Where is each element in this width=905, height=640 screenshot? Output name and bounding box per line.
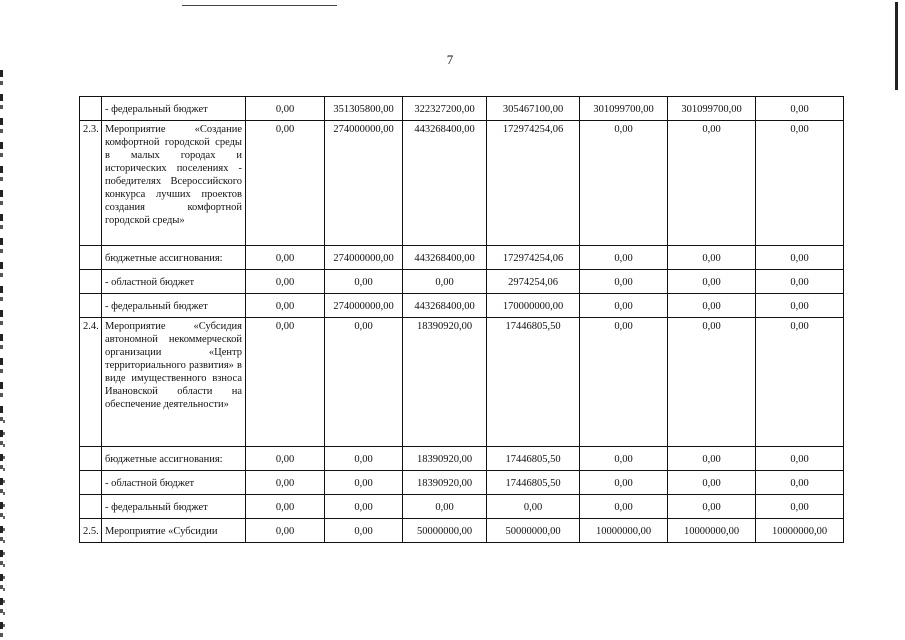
- value-cell: 172974254,06: [487, 246, 580, 270]
- row-name: - федеральный бюджет: [102, 97, 246, 121]
- value-cell: 443268400,00: [403, 294, 487, 318]
- value-cell: 0,00: [580, 318, 668, 447]
- value-cell: 322327200,00: [403, 97, 487, 121]
- row-name: бюджетные ассигнования:: [102, 246, 246, 270]
- value-cell: 0,00: [668, 495, 756, 519]
- budget-table-body: [80, 97, 844, 543]
- value-cell: 0,00: [580, 246, 668, 270]
- value-cell: 443268400,00: [403, 121, 487, 246]
- value-cell: 0,00: [756, 270, 844, 294]
- value-cell: 301099700,00: [580, 97, 668, 121]
- value-cell: 0,00: [246, 318, 325, 447]
- value-cell: 0,00: [756, 318, 844, 447]
- scan-artifact-right: [895, 2, 898, 90]
- value-cell: 301099700,00: [668, 97, 756, 121]
- value-cell: 351305800,00: [325, 97, 403, 121]
- value-cell: 0,00: [580, 294, 668, 318]
- value-cell: 10000000,00: [580, 519, 668, 543]
- value-cell: 17446805,50: [487, 447, 580, 471]
- value-cell: 0,00: [580, 270, 668, 294]
- value-cell: 0,00: [246, 121, 325, 246]
- value-cell: 0,00: [756, 495, 844, 519]
- value-cell: 17446805,50: [487, 318, 580, 447]
- value-cell: 0,00: [246, 270, 325, 294]
- value-cell: 18390920,00: [403, 447, 487, 471]
- value-cell: 0,00: [246, 97, 325, 121]
- value-cell: 50000000,00: [403, 519, 487, 543]
- table-row: [80, 121, 844, 246]
- table-row: [80, 471, 844, 495]
- value-cell: 443268400,00: [403, 246, 487, 270]
- value-cell: 0,00: [756, 447, 844, 471]
- value-cell: 0,00: [580, 447, 668, 471]
- table-row: [80, 97, 844, 121]
- value-cell: 0,00: [668, 471, 756, 495]
- row-index: [80, 447, 102, 471]
- row-index: [80, 495, 102, 519]
- value-cell: 0,00: [580, 471, 668, 495]
- value-cell: 0,00: [246, 495, 325, 519]
- value-cell: 305467100,00: [487, 97, 580, 121]
- row-name: - областной бюджет: [102, 471, 246, 495]
- row-name: бюджетные ассигнования:: [102, 447, 246, 471]
- value-cell: 0,00: [325, 447, 403, 471]
- table-row: [80, 294, 844, 318]
- value-cell: 0,00: [246, 471, 325, 495]
- value-cell: 18390920,00: [403, 471, 487, 495]
- value-cell: 0,00: [325, 495, 403, 519]
- value-cell: 0,00: [668, 121, 756, 246]
- value-cell: 0,00: [668, 447, 756, 471]
- value-cell: 50000000,00: [487, 519, 580, 543]
- row-index: 2.5.: [80, 519, 102, 543]
- value-cell: 172974254,06: [487, 121, 580, 246]
- row-name: Мероприятие «Создание комфортной городской среды в малых городах и исторических поселениях - победителях Всероссийского конкурса лучших проектов создания комфортной городской среды»: [102, 121, 246, 246]
- row-index: [80, 294, 102, 318]
- scan-artifact-top: [182, 5, 337, 6]
- value-cell: 0,00: [246, 294, 325, 318]
- row-index: [80, 97, 102, 121]
- value-cell: 18390920,00: [403, 318, 487, 447]
- value-cell: 0,00: [668, 294, 756, 318]
- scan-artifact-left-inner: [3, 420, 5, 630]
- value-cell: 0,00: [246, 447, 325, 471]
- value-cell: 0,00: [403, 495, 487, 519]
- value-cell: 274000000,00: [325, 121, 403, 246]
- table-row: [80, 318, 844, 447]
- value-cell: 0,00: [756, 121, 844, 246]
- table-row: [80, 270, 844, 294]
- value-cell: 0,00: [487, 495, 580, 519]
- value-cell: 2974254,06: [487, 270, 580, 294]
- row-name: - федеральный бюджет: [102, 294, 246, 318]
- value-cell: 0,00: [580, 495, 668, 519]
- value-cell: 10000000,00: [756, 519, 844, 543]
- value-cell: 0,00: [246, 519, 325, 543]
- table-row: [80, 246, 844, 270]
- value-cell: 0,00: [756, 471, 844, 495]
- value-cell: 0,00: [756, 97, 844, 121]
- row-index: [80, 246, 102, 270]
- value-cell: 0,00: [668, 318, 756, 447]
- value-cell: 0,00: [756, 294, 844, 318]
- row-name: - областной бюджет: [102, 270, 246, 294]
- table-row: [80, 495, 844, 519]
- value-cell: 17446805,50: [487, 471, 580, 495]
- value-cell: 0,00: [325, 519, 403, 543]
- value-cell: 10000000,00: [668, 519, 756, 543]
- value-cell: 0,00: [325, 471, 403, 495]
- value-cell: 274000000,00: [325, 246, 403, 270]
- table-row: [80, 519, 844, 543]
- value-cell: 0,00: [668, 270, 756, 294]
- value-cell: 0,00: [756, 246, 844, 270]
- value-cell: 0,00: [246, 246, 325, 270]
- value-cell: 0,00: [668, 246, 756, 270]
- value-cell: 0,00: [403, 270, 487, 294]
- row-name: Мероприятие «Субсидия автономной некоммерческой организации «Центр территориального развития» в виде имущественного взноса Ивановской области на обеспечение деятельности»: [102, 318, 246, 447]
- value-cell: 0,00: [325, 318, 403, 447]
- row-index: 2.4.: [80, 318, 102, 447]
- row-index: 2.3.: [80, 121, 102, 246]
- value-cell: 0,00: [580, 121, 668, 246]
- table-row: [80, 447, 844, 471]
- page-number: 7: [446, 52, 454, 67]
- budget-table: [79, 96, 844, 543]
- value-cell: 0,00: [325, 270, 403, 294]
- row-name: - федеральный бюджет: [102, 495, 246, 519]
- value-cell: 274000000,00: [325, 294, 403, 318]
- row-index: [80, 471, 102, 495]
- row-name: Мероприятие «Субсидии: [102, 519, 246, 543]
- value-cell: 170000000,00: [487, 294, 580, 318]
- row-index: [80, 270, 102, 294]
